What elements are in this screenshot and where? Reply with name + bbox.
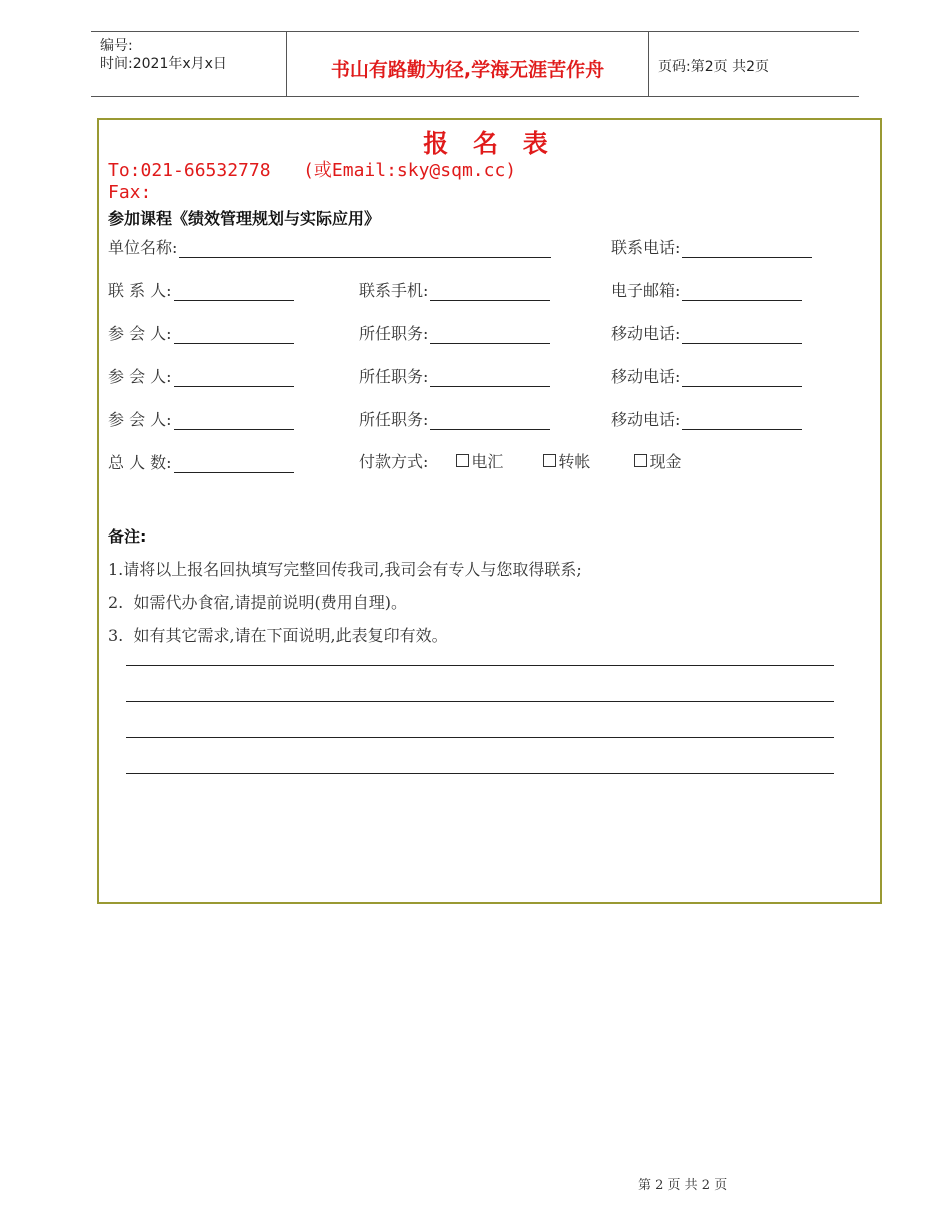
payment-transfer-label: 转帐 [558,452,591,471]
mobile-field-1 [611,321,802,344]
mobile-input-line[interactable] [682,413,802,430]
page-header [91,31,859,97]
header-center-cell [286,32,649,96]
header-motto: 书山有路勤为径,学海无涯苦作舟 [330,59,605,81]
remarks-line-1[interactable] [126,665,834,666]
header-page-label: 页码:第2页 共2页 [658,59,769,75]
note-item-1: 1.请将以上报名回执填写完整回传我司,我司会有专人与您取得联系; [108,560,582,579]
contact-mobile-label: 联系手机: [359,281,429,300]
notes-heading: 备注: [108,527,147,546]
mobile-label: 移动电话: [611,324,681,343]
payment-cash-checkbox[interactable] [634,454,647,467]
position-label: 所任职务: [359,410,429,429]
header-right-cell [649,32,859,96]
position-field-3 [359,407,550,430]
registration-form [97,118,882,904]
total-label: 总 人 数: [108,453,172,472]
position-label: 所任职务: [359,367,429,386]
attendee-field-1 [108,321,294,344]
position-input-line[interactable] [430,370,550,387]
mobile-label: 移动电话: [611,367,681,386]
mobile-input-line[interactable] [682,327,802,344]
note-item-3: 3. 如有其它需求,请在下面说明,此表复印有效。 [108,626,448,645]
payment-field [359,449,681,472]
company-label: 单位名称: [108,238,178,257]
payment-transfer-checkbox[interactable] [543,454,556,467]
position-field-2 [359,364,550,387]
email-field [611,278,802,301]
serial-label: 编号: [100,38,133,54]
attendee-input-line[interactable] [174,370,294,387]
contact-phone-field [611,235,812,258]
mobile-field-2 [611,364,802,387]
total-input-line[interactable] [174,456,294,473]
header-left-cell [91,32,286,96]
course-name: 参加课程《绩效管理规划与实际应用》 [108,209,381,228]
payment-wire-label: 电汇 [471,452,504,471]
remarks-line-4[interactable] [126,773,834,774]
email-input-line[interactable] [682,284,802,301]
mobile-label: 移动电话: [611,410,681,429]
attendee-field-2 [108,364,294,387]
attendee-label: 参 会 人: [108,410,172,429]
form-title: 报 名 表 [423,129,556,158]
page-footer: 第 2 页 共 2 页 [638,1178,728,1193]
position-label: 所任职务: [359,324,429,343]
mobile-input-line[interactable] [682,370,802,387]
contact-mobile-input-line[interactable] [430,284,550,301]
contact-person-input-line[interactable] [174,284,294,301]
attendee-label: 参 会 人: [108,367,172,386]
payment-wire-checkbox[interactable] [456,454,469,467]
company-input-line[interactable] [179,241,551,258]
position-field-1 [359,321,550,344]
attendee-input-line[interactable] [174,413,294,430]
mobile-field-3 [611,407,802,430]
payment-label: 付款方式: [359,452,429,471]
contact-phone-label: 联系电话: [611,238,681,257]
attendee-label: 参 会 人: [108,324,172,343]
fax-line: Fax: [108,182,152,203]
contact-person-field [108,278,294,301]
company-field [108,235,551,258]
remarks-line-2[interactable] [126,701,834,702]
note-item-2: 2. 如需代办食宿,请提前说明(费用自理)。 [108,593,408,612]
total-field [108,450,294,473]
position-input-line[interactable] [430,413,550,430]
contact-phone-input-line[interactable] [682,241,812,258]
attendee-input-line[interactable] [174,327,294,344]
payment-cash-label: 现金 [649,452,682,471]
email-label: 电子邮箱: [611,281,681,300]
time-label: 时间:2021年x月x日 [100,56,227,72]
position-input-line[interactable] [430,327,550,344]
contact-person-label: 联 系 人: [108,281,172,300]
remarks-line-3[interactable] [126,737,834,738]
contact-mobile-field [359,278,550,301]
attendee-field-3 [108,407,294,430]
to-line: To:021-66532778 (或Email:sky@sqm.cc) [108,160,517,181]
